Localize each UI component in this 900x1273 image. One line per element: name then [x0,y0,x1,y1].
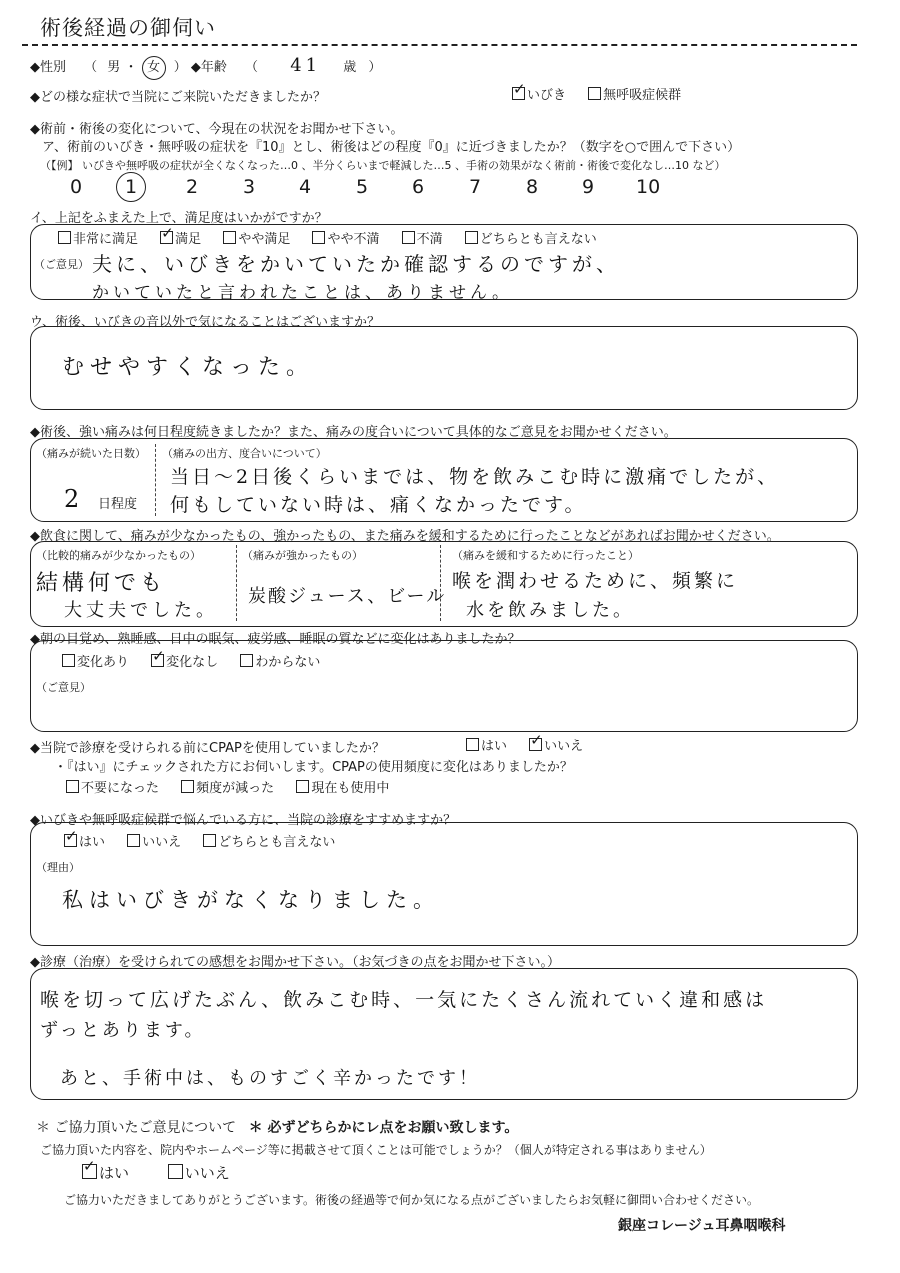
cpap-still-using-label: 現在も使用中 [311,781,390,796]
age-value[interactable]: 41 [290,55,322,76]
scale-7[interactable]: 7 [469,176,482,198]
satisfaction-comment-line2[interactable]: かいていたと言われたことは、ありません。 [92,283,514,303]
dissatisfied-label: 不満 [416,232,443,247]
page-title: 術後経過の御伺い [40,16,216,40]
scale-2[interactable]: 2 [186,176,199,198]
recommend-yes-checkbox[interactable] [64,834,77,847]
food-question: ◆飲食に関して、痛みが少なかったもの、強かったもの、また痛みを緩和するために行ったことなどがあればお聞かせください。 [30,529,780,544]
change-example: （【例】 いびきや無呼吸の症状が全くなくなった…0 、半分くらいまで軽減した…5 、手術の効果がなく術前・術後で変化なし…10 など） [40,159,726,172]
recommend-no-label: いいえ [142,835,182,850]
other-concern-question: ウ、術後、いびきの音以外で気になることはございますか？ [30,315,380,330]
symptom-question: ◆どの様な症状で当院にご来院いただきましたか？ [30,90,326,105]
recommend-reason-label: （理由） [36,861,80,874]
change-header: ◆術前・術後の変化について、今現在の状況をお聞かせ下さい。 [30,122,404,137]
dissatisfied-checkbox[interactable] [402,231,415,244]
sleep-unknown-label: わからない [255,655,321,670]
scale-9[interactable]: 9 [582,176,595,198]
food-col2-label: （痛みが強かったもの） [242,549,363,562]
profile-row [30,55,381,80]
pain-days-value[interactable]: 2 [64,485,86,513]
cpap-no-checkbox[interactable] [529,738,542,751]
consent-question: ご協力頂いた内容を、院内やホームページ等に掲載させて頂くことは可能でしょうか？（個人が特定される事はありません） [40,1143,712,1157]
recommend-no-checkbox[interactable] [127,834,140,847]
recommend-yes-label: はい [79,835,106,850]
somewhat-dissatisfied-checkbox[interactable] [312,231,325,244]
very-satisfied-checkbox[interactable] [58,231,71,244]
sex-female-selected[interactable]: 女 [142,56,166,80]
satisfaction-comment-line1[interactable]: 夫に、いびきをかいていたか確認するのですが、 [92,252,620,276]
food-col1-label: （比較的痛みが少なかったもの） [36,549,201,562]
sleep-comment-label: （ご意見） [36,681,91,694]
sex-close-paren: ） [173,60,187,75]
satisfaction-options [58,228,615,247]
satisfied-label: 満足 [175,232,202,247]
pain-degree-label: （痛みの出方、度合いについて） [162,447,327,460]
cpap-yes-label: はい [481,739,508,754]
consent-options [82,1162,248,1183]
consent-no-checkbox[interactable] [168,1164,183,1179]
impression-line3[interactable]: あと、手術中は、ものすごく辛かったです！ [60,1068,480,1089]
very-satisfied-label: 非常に満足 [73,232,139,247]
cpap-options [466,735,601,754]
apnea-label: 無呼吸症候群 [603,88,682,103]
sex-open-paren: （ [84,60,98,75]
pain-question: ◆術後、強い痛みは何日程度続きましたか？また、痛みの度合いについて具体的なご意見をお聞かせください。 [30,425,677,440]
recommend-options [64,831,353,850]
sleep-changed-label: 変化あり [77,655,130,670]
pain-divider [155,444,156,516]
cpap-less-frequent-label: 頻度が減った [196,781,275,796]
cpap-sub-options [66,777,407,796]
scale-6[interactable]: 6 [412,176,425,198]
scale-8[interactable]: 8 [526,176,539,198]
sleep-no-change-checkbox[interactable] [151,654,164,667]
pain-days-label: （痛みが続いた日数） [36,447,146,460]
sex-label: ◆性別 [30,60,66,75]
age-close-paren: ） [368,60,382,75]
somewhat-dissatisfied-label: やや不満 [327,232,380,247]
cpap-sub-question: ・『はい』にチェックされた方にお伺いします。CPAPの使用頻度に変化はありましたか？ [54,760,573,775]
neutral-checkbox[interactable] [465,231,478,244]
impression-line1[interactable]: 喉を切って広げたぶん、飲みこむ時、一気にたくさん流れていく違和感は [40,989,768,1011]
sleep-unknown-checkbox[interactable] [240,654,253,667]
somewhat-satisfied-checkbox[interactable] [223,231,236,244]
title-divider [22,44,857,46]
other-concern-answer[interactable]: むせやすくなった。 [62,355,315,380]
age-unit: 歳 [343,60,357,75]
cpap-still-using-checkbox[interactable] [296,780,309,793]
cpap-yes-checkbox[interactable] [466,738,479,751]
sleep-changed-checkbox[interactable] [62,654,75,667]
snoring-checkbox[interactable] [512,87,525,100]
scale-1-selected[interactable]: 1 [116,172,146,202]
consent-heading-a: ＊ ご協力頂いたご意見について [36,1120,237,1136]
pain-degree-line2[interactable]: 何もしていない時は、痛くなかったです。 [170,494,587,516]
somewhat-satisfied-label: やや満足 [238,232,291,247]
cpap-less-frequent-checkbox[interactable] [181,780,194,793]
scale-4[interactable]: 4 [299,176,312,198]
food-col3-line1[interactable]: 喉を潤わせるために、頻繁に [452,570,739,592]
consent-yes-checkbox[interactable] [82,1164,97,1179]
impression-question: ◆診療（治療）を受けられての感想をお聞かせ下さい。（お気づきの点をお聞かせ下さい。） [30,955,560,970]
age-label: ◆年齢 [190,60,227,75]
food-col2-line1[interactable]: 炭酸ジュース、ビール [248,586,447,607]
recommend-neutral-checkbox[interactable] [203,834,216,847]
recommend-question: ◆いびきや無呼吸症候群で悩んでいる方に、当院の診療をすすめますか？ [30,813,457,828]
satisfaction-question: イ、上記をふまえた上で、満足度はいかがですか？ [30,211,328,226]
cpap-question: ◆当院で診療を受けられる前にCPAPを使用していましたか？ [30,741,385,756]
food-col3-label: （痛みを緩和するために行ったこと） [452,549,639,562]
pain-degree-line1[interactable]: 当日～2日後くらいまでは、物を飲みこむ時に激痛でしたが、 [170,466,780,488]
food-divider-1 [236,545,237,621]
recommend-reason[interactable]: 私はいびきがなくなりました。 [62,888,440,912]
sleep-question: ◆朝の目覚め、熟睡感、日中の眠気、疲労感、睡眠の質などに変化はありましたか？ [30,632,521,647]
change-question-a: ア、術前のいびき・無呼吸の症状を『10』とし、術後はどの程度『0』に近づきましたか？（数字を○で囲んで下さい） [42,140,741,155]
pain-days-unit: 日程度 [98,497,138,512]
sleep-options [62,651,338,670]
impression-line2[interactable]: ずっとあります。 [40,1020,206,1041]
cpap-unneeded-checkbox[interactable] [66,780,79,793]
consent-heading-b: ＊ 必ずどちらかにレ点をお願い致します。 [248,1120,519,1136]
scale-0[interactable]: 0 [70,176,83,198]
apnea-checkbox[interactable] [588,87,601,100]
food-col1-line1[interactable]: 結構何でも [36,571,167,596]
satisfied-checkbox[interactable] [160,231,173,244]
age-open-paren: （ [245,60,259,75]
cpap-no-label: いいえ [544,739,584,754]
clinic-name: 銀座コレージュ耳鼻咽喉科 [618,1218,786,1234]
sex-separator: ・ [124,60,138,75]
food-col1-line2[interactable]: 大丈夫でした。 [64,600,218,621]
satisfaction-comment-label: （ご意見） [34,258,89,271]
sleep-no-change-label: 変化なし [166,655,219,670]
consent-no-label: いいえ [184,1164,230,1182]
cpap-unneeded-label: 不要になった [81,781,160,796]
consent-thanks: ご協力いただきましてありがとうございます。術後の経過等で何か気になる点がございましたらお気軽に御問い合わせください。 [64,1193,760,1207]
scale-5[interactable]: 5 [356,176,369,198]
consent-yes-label: はい [99,1164,130,1182]
food-col3-line2[interactable]: 水を飲みました。 [466,600,634,621]
neutral-label: どちらとも言えない [479,232,597,247]
consent-heading [36,1117,518,1137]
sex-male[interactable]: 男 [107,60,121,75]
scale-10[interactable]: 10 [636,176,661,198]
snoring-label: いびき [527,88,567,103]
symptom-options [512,84,681,103]
recommend-neutral-label: どちらとも言えない [218,835,336,850]
scale-3[interactable]: 3 [243,176,256,198]
